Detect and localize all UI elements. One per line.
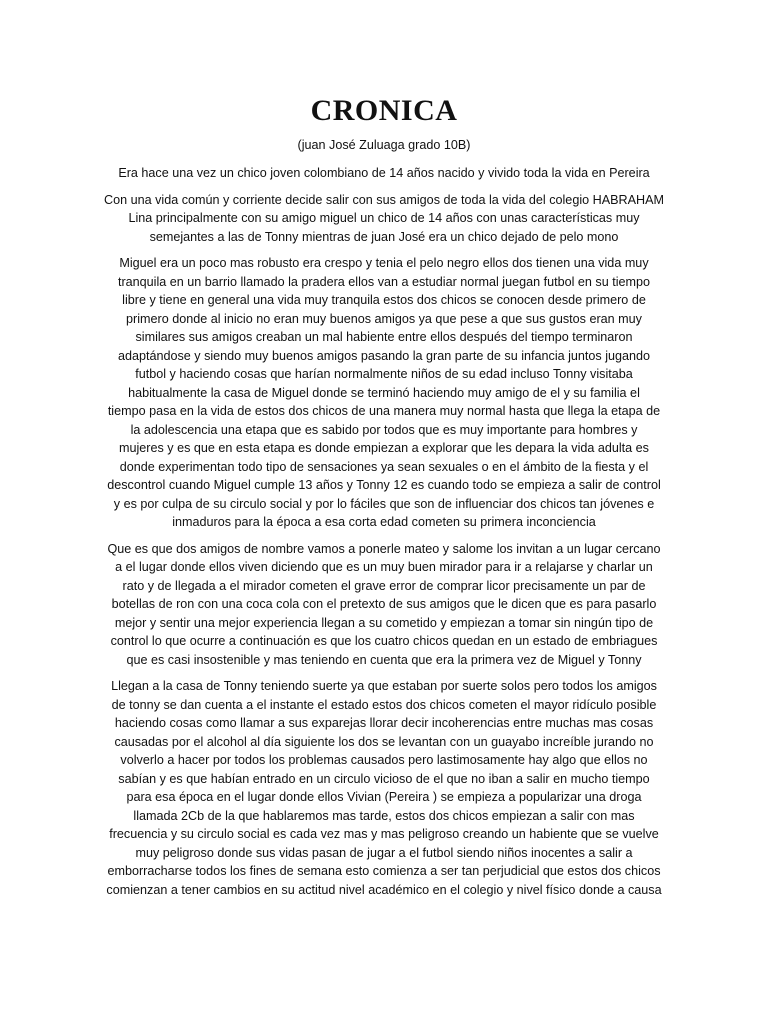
text-line: rato y de llegada a el mirador cometen el grave error de comprar licor precisamente un par de [122, 578, 646, 593]
text-line: frecuencia y su circulo social es cada vez mas y mas peligroso creando un habiente que se vuelve [109, 827, 659, 841]
text-line: donde experimentan todo tipo de sensaciones ya sean sexuales o en el ámbito de la fiesta y el [119, 459, 649, 474]
text-line: sabían y es que habían entrado en un circulo vicioso de el que no iban a salir en mucho tiempo [118, 771, 650, 786]
paragraph [100, 540, 668, 670]
text-line: mejor y sentir una mejor experiencia llegan a su cometido y empiezan a tomar sin ningún tipo de [114, 615, 654, 630]
text-line: semejantes a las de Tonny mientras de juan José era un chico dejado de pelo mono [149, 229, 619, 244]
text-line: descontrol cuando Miguel cumple 13 años y Tonny 12 es cuando todo se empieza a salir de control [107, 478, 661, 492]
text-line: futbol y haciendo cosas que harían normalmente niños de su edad incluso Tonny visitaba [135, 367, 633, 381]
document-subtitle: (juan José Zuluaga grado 10B) [297, 138, 471, 152]
text-line: a el lugar donde ellos viven diciendo que es un muy buen mirador para ir a relajarse y charlar un [115, 560, 653, 574]
text-line: libre y tiene en general una vida muy tranquila estos dos chicos se conocen desde primero de [122, 293, 646, 307]
text-line: emborracharse todos los fines de semana esto comienza a ser tan perjudicial que estos dos chicos [107, 864, 661, 878]
text-line: Lina principalmente con su amigo miguel un chico de 14 años con unas características muy [128, 211, 640, 225]
text-line: tranquila en un barrio llamado la pradera ellos van a estudiar normal juegan futbol en su tiempo [117, 274, 651, 289]
text-line: volverlo a hacer por todos los problemas causados pero lastimosamente hay algo que ellos no [120, 753, 648, 767]
text-line: para esa época en el lugar donde ellos Vivian (Pereira ) se empieza a popularizar una droga [126, 790, 642, 804]
text-line: inmaduros para la época a esa corta edad cometen su primera inconciencia [172, 515, 596, 529]
text-line: botellas de ron con una coca cola con el pretexto de sus amigos que le dicen que es para pasarlo [111, 597, 657, 611]
paragraph [100, 164, 668, 183]
text-line: similares sus amigos creaban un mal habiente entre ellos después del tiempo terminaron [135, 330, 633, 344]
text-line: mujeres y es que en esta etapa es donde empiezan a explorar que les depara la vida adulta es [119, 441, 649, 455]
text-line: Con una vida común y corriente decide salir con sus amigos de toda la vida del colegio HABRAHAM [103, 192, 664, 207]
document-body [100, 164, 668, 899]
text-line: haciendo cosas como llamar a sus exparejas llorar decir incoherencias entre muchas mas cosas [114, 716, 654, 730]
text-line: Miguel era un poco mas robusto era crespo y tenia el pelo negro ellos dos tienen una vida muy [119, 256, 649, 270]
text-line: adaptándose y siendo muy buenos amigos pasando la gran parte de su infancia juntos jugando [117, 348, 651, 363]
text-line: tiempo pasa en la vida de estos dos chicos de una manera muy normal hasta que llega la etapa de [107, 404, 661, 418]
paragraph [100, 191, 668, 247]
text-line: llamada 2Cb de la que hablaremos mas tarde, estos dos chicos empiezan a salir con mas [133, 808, 635, 823]
text-line: y es por culpa de su circulo social y por lo fáciles que son de influenciar dos chicos tan jóvenes e [113, 496, 655, 511]
text-line: la adolescencia una etapa que es sabido por todos que es muy importante para hombres y [130, 422, 638, 437]
text-line: de tonny se dan cuenta a el instante el estado estos dos chicos cometen el mayor ridículo posible [111, 697, 657, 712]
text-line: control lo que ocurre a continuación es que los cuatro chicos quedan en un estado de embriagues [110, 634, 658, 648]
paragraph [100, 677, 668, 899]
text-line: que es casi insostenible y mas teniendo en cuenta que era la primera vez de Miguel y Tonny [126, 652, 642, 667]
text-line: Llegan a la casa de Tonny teniendo suerte ya que estaban por suerte solos pero todos los amigos [111, 679, 657, 693]
text-line: Que es que dos amigos de nombre vamos a ponerle mateo y salome los invitan a un lugar cercano [107, 541, 661, 556]
paragraph [100, 254, 668, 532]
text-line: primero donde al inicio no eran muy buenos amigos ya que pese a que sus gustos eran muy [126, 311, 642, 326]
text-line: muy peligroso donde sus vidas pasan de jugar a el futbol siendo niños inocentes a salir a [135, 845, 633, 860]
text-line: habitualmente la casa de Miguel donde se terminó haciendo muy amigo de el y su familia el [128, 385, 640, 400]
document-page [100, 0, 668, 899]
text-line: causadas por el alcohol al día siguiente los dos se levantan con un guayabo increíble jurando no [114, 734, 654, 749]
text-line: Era hace una vez un chico joven colombiano de 14 años nacido y vivido toda la vida en Pereira [118, 166, 650, 180]
text-line: comienzan a tener cambios en su actitud nivel académico en el colegio y nivel físico donde a causa [106, 882, 662, 897]
document-title: CRONICA [310, 94, 458, 127]
